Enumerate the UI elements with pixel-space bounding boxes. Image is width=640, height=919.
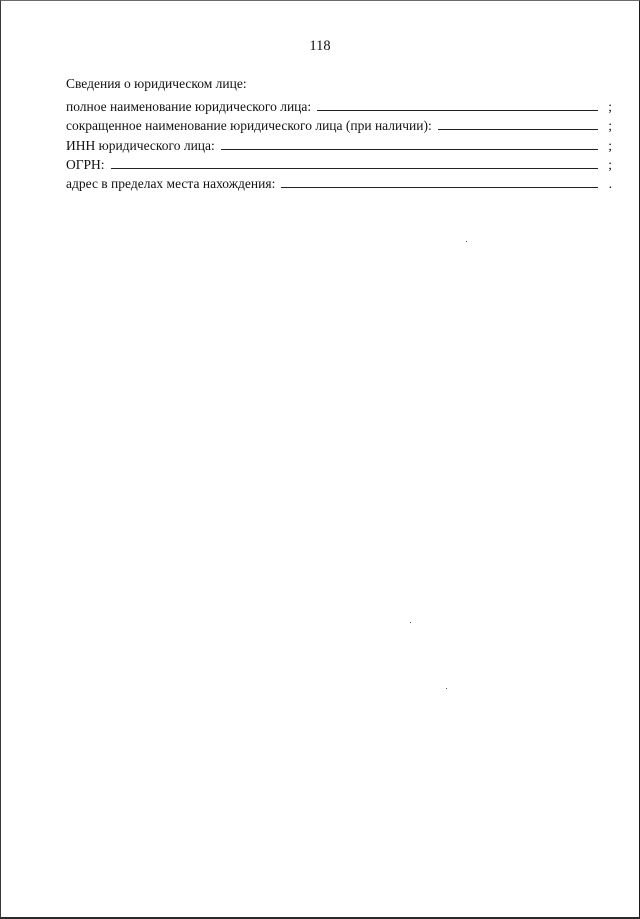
short-name-blank-line[interactable]: [438, 128, 598, 130]
ogrn-semicolon: ;: [608, 156, 612, 172]
full-name-field: [66, 96, 612, 115]
page-number: 118: [309, 38, 331, 54]
full-name-semicolon: ;: [608, 99, 612, 115]
address-field: [66, 173, 612, 192]
inn-semicolon: ;: [608, 137, 612, 153]
scan-speck: [410, 622, 411, 623]
short-name-field: [66, 115, 612, 134]
address-period: .: [608, 175, 612, 191]
ogrn-blank-line[interactable]: [111, 167, 598, 169]
inn-field: [66, 134, 612, 153]
ogrn-field: [66, 154, 612, 173]
inn-label: ИНН юридического лица:: [66, 137, 215, 153]
section-title: Сведения о юридическом лице:: [66, 76, 247, 91]
ogrn-label: ОГРН:: [66, 156, 105, 172]
full-name-label: полное наименование юридического лица:: [66, 99, 312, 115]
inn-blank-line[interactable]: [221, 148, 598, 150]
short-name-semicolon: ;: [608, 118, 612, 134]
address-blank-line[interactable]: [281, 186, 598, 188]
full-name-blank-line[interactable]: [317, 109, 598, 111]
scan-speck: [466, 241, 467, 242]
legal-entity-form: [66, 76, 612, 192]
short-name-label: сокращенное наименование юридического лица (при наличии):: [66, 118, 432, 134]
scan-speck: [446, 688, 447, 689]
address-label: адрес в пределах места нахождения:: [66, 175, 276, 191]
